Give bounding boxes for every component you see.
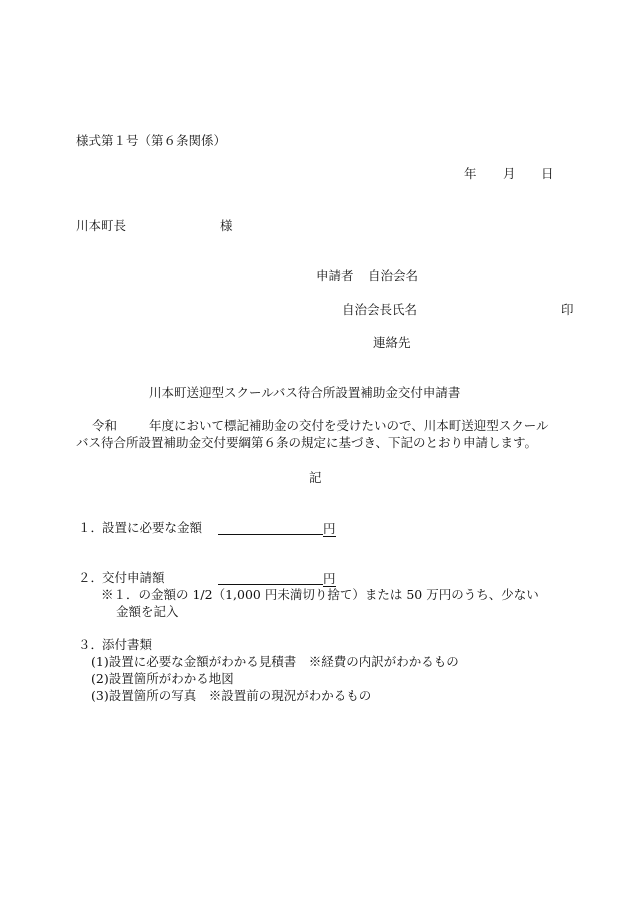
item-1-unit: 円: [323, 521, 336, 536]
attachment-item: (2)設置箇所がわかる地図: [91, 671, 234, 686]
item-3-label: 添付書類: [102, 637, 153, 652]
association-chief-label: 自治会長氏名: [342, 302, 418, 317]
item-1-label: 設置に必要な金額: [102, 520, 203, 535]
item-2-label: 交付申請額: [102, 570, 165, 585]
item-3-number: ３．: [78, 637, 104, 652]
attachment-item: (1)設置に必要な金額がわかる見積書 ※経費の内訳がわかるもの: [91, 654, 459, 669]
seal-mark: 印: [561, 302, 574, 317]
date-day: 日: [541, 166, 554, 181]
date-month: 月: [503, 166, 516, 181]
association-name-label: 自治会名: [368, 268, 419, 283]
body-line-1-text: 年度において標記補助金の交付を受けたいので、川本町送迎型スクール: [149, 418, 549, 433]
body-line-2: バス待合所設置補助金交付要綱第６条の規定に基づき、下記のとおり申請します。: [76, 435, 538, 450]
item-2-note-line-1: ※１．の金額の 1/2（1,000 円未満切り捨て）または 50 万円のうち、少ない: [101, 587, 539, 602]
attachment-item: (3)設置箇所の写真 ※設置前の現況がわかるもの: [91, 688, 372, 703]
date-year: 年: [464, 166, 477, 181]
document-title: 川本町送迎型スクールバス待合所設置補助金交付申請書: [149, 385, 461, 400]
item-1-amount-field: [218, 520, 336, 537]
item-2-amount-field: [218, 570, 336, 587]
item-2-unit: 円: [323, 571, 336, 586]
item-1-number: １．: [78, 520, 104, 535]
form-number: 様式第１号（第６条関係）: [76, 133, 227, 148]
applicant-role-label: 申請者: [316, 268, 354, 283]
body-line-1: [76, 418, 549, 434]
item-2-note-line-2: 金額を記入: [116, 604, 179, 619]
contact-label: 連絡先: [373, 335, 411, 350]
addressee-honorific: 様: [220, 218, 233, 233]
ki-heading: 記: [309, 470, 322, 485]
era-name: 令和: [92, 418, 118, 433]
item-2-number: ２．: [78, 570, 104, 585]
addressee-name: 川本町長: [76, 218, 127, 233]
